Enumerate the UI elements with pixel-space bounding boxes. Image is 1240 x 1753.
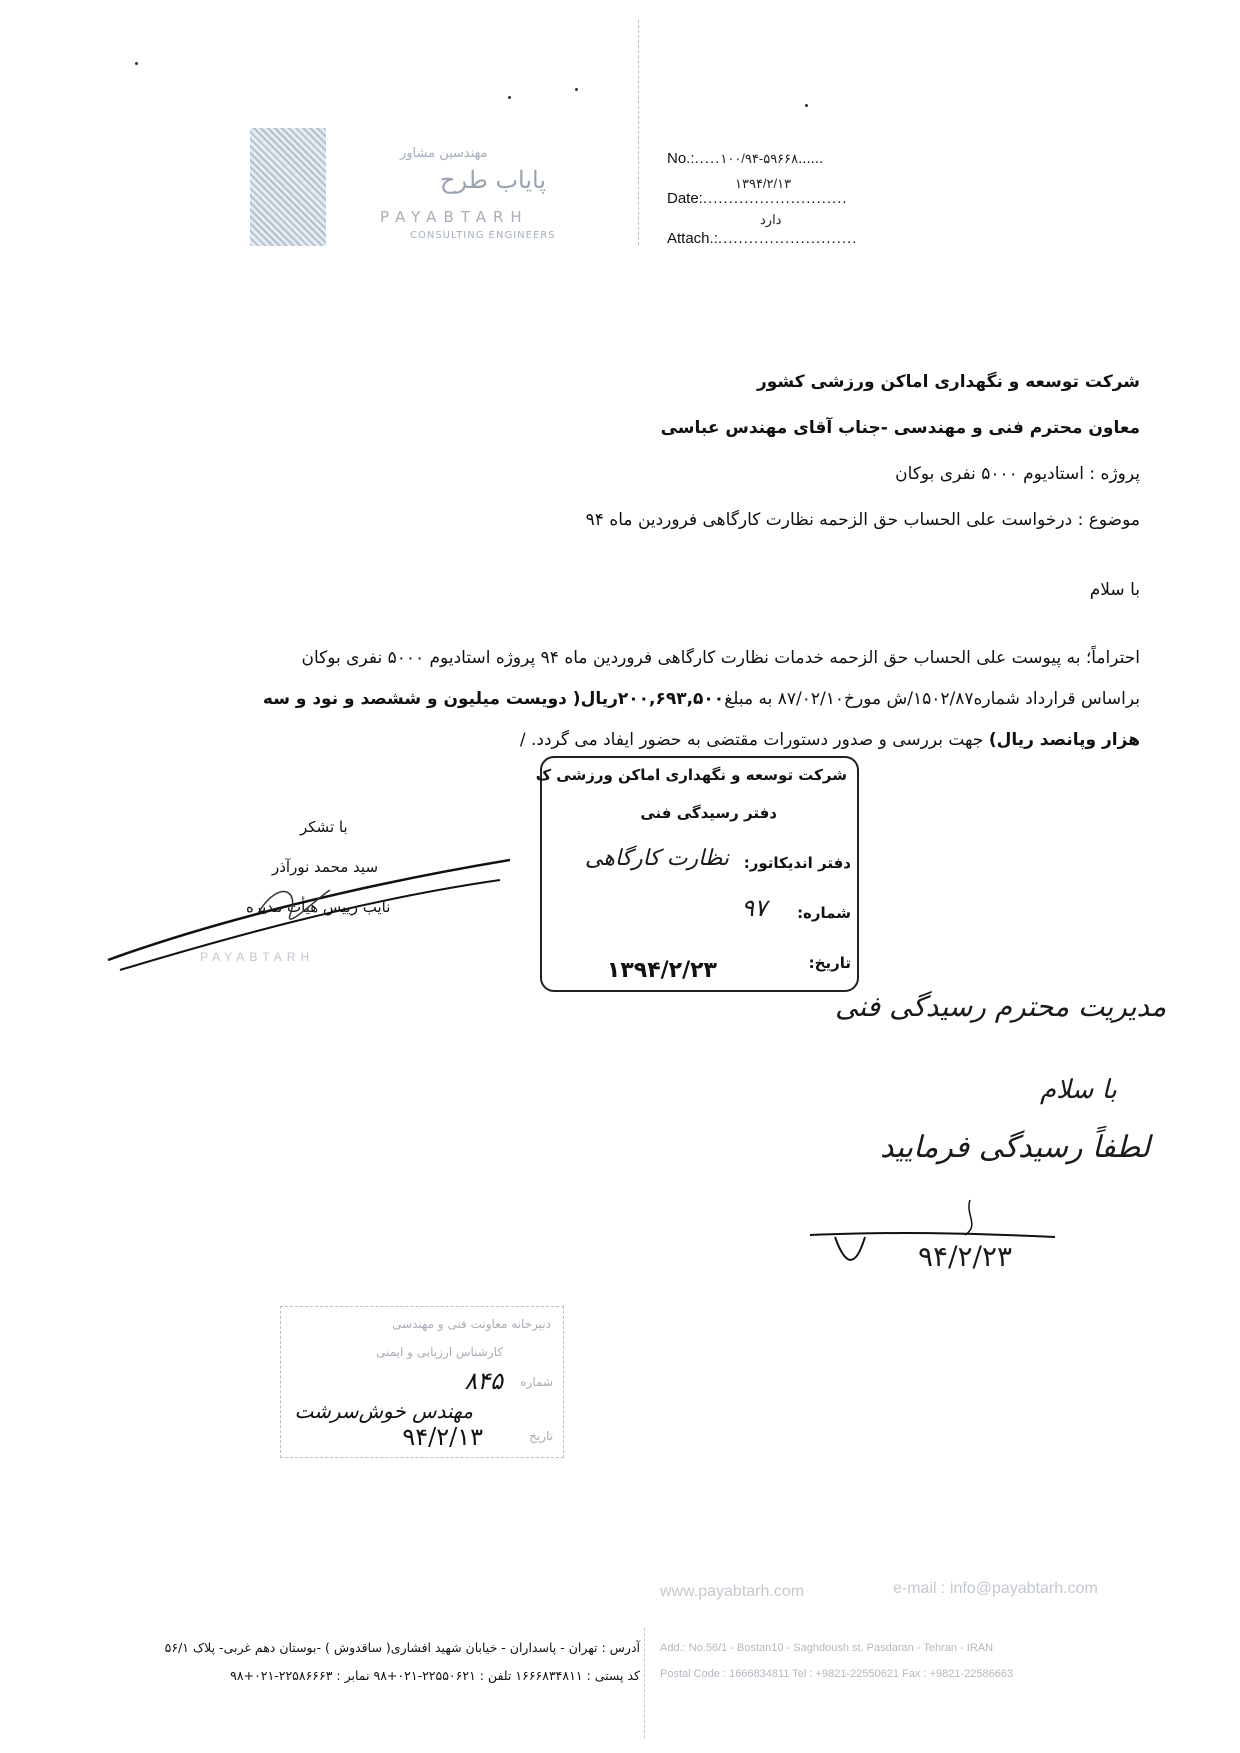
receive-stamp [280, 1306, 564, 1458]
scan-speck [575, 88, 578, 91]
scan-speck [508, 96, 511, 99]
scan-speck [805, 104, 808, 107]
attach-value: دارد [760, 212, 782, 227]
letter-date-value: ۱۳۹۴/۲/۱۳ [735, 176, 792, 191]
letter-attach: Attach.:........................... [667, 230, 858, 247]
hand-note-1: مدیریت محترم رسیدگی فنی [835, 990, 1167, 1023]
hand-note-2: با سلام [1040, 1075, 1117, 1105]
logo-subtitle: CONSULTING ENGINEERS [410, 230, 556, 241]
attach-label: Attach.: [667, 230, 718, 247]
receive-date-value: ۹۴/۲/۱۳ [402, 1423, 483, 1451]
footer-contact-fa: کد پستی : ۱۶۶۶۸۳۴۸۱۱ تلفن : ۲۲۵۵۰۶۲۱-۰۲۱+۹۸ نمابر : ۲۲۵۸۶۶۶۳-۰۲۱+۹۸ [230, 1668, 640, 1683]
recipient-person: معاون محترم فنی و مهندسی -جناب آقای مهندس عباسی [660, 418, 1140, 438]
signature-thanks: با تشکر [300, 818, 348, 836]
body-line-3 [520, 730, 1140, 750]
footer-contact-en: Postal Code : 1666834811 Tel : +9821-22550621 Fax : +9821-22586663 [660, 1668, 1014, 1680]
footer-website: www.payabtarh.com [660, 1583, 805, 1600]
scan-speck [135, 62, 138, 65]
body-line-3a: هزار وپانصد ریال) [988, 730, 1140, 750]
stamp-line-2: دفتر رسیدگی فنی [640, 804, 777, 822]
receive-number-value: ۸۴۵ [464, 1367, 503, 1395]
stamp-date-value: ۱۳۹۴/۲/۲۳ [606, 958, 717, 983]
stamp-date-label: تاریخ: [808, 954, 851, 972]
recipient-company: شرکت توسعه و نگهداری اماکن ورزشی کشور [756, 372, 1140, 392]
receive-name-hand: مهندس خوش‌سرشت [294, 1399, 473, 1423]
body-line-1: احتراماً؛ به پیوست علی الحساب حق الزحمه خدمات نظارت کارگاهی فروردین ماه ۹۴ پروژه استادیوم ۵۰۰۰ نفری بوکان [301, 648, 1140, 668]
receive-date-label: تاریخ [529, 1429, 553, 1443]
letter-date: Date:............................ [667, 190, 848, 207]
receive-header: دبیرخانه معاونت فنی و مهندسی [392, 1317, 551, 1331]
footer-divider [644, 1628, 645, 1738]
letter-date-label: Date: [667, 190, 703, 207]
body-line-3b: جهت بررسی و صدور دستورات مقتضی به حضور ایفاد می گردد. / [519, 730, 984, 750]
project-line: پروژه : استادیوم ۵۰۰۰ نفری بوکان [895, 464, 1140, 484]
logo-fa-top: مهندسین مشاور [400, 146, 488, 161]
stamp-number-label: شماره: [797, 904, 851, 922]
hand-note-date: ۹۴/۲/۲۳ [918, 1240, 1013, 1273]
body-line-2a: براساس قرارداد شماره۱۵۰۲/۸۷/ش مورخ۸۷/۰۲/۱۰ به مبلغ [724, 689, 1140, 709]
letter-number: No.:.....۱۰۰/۹۴-۵۹۶۶۸...... [667, 150, 824, 167]
hand-note-3: لطفاً رسیدگی فرمایید [880, 1130, 1151, 1165]
footer-address-fa: آدرس : تهران - پاسداران - خیابان شهید افشاری( ساقدوش ) -بوستان دهم غربی- پلاک ۵۶/۱ [164, 1640, 640, 1655]
stamp-indicator-value: نظارت کارگاهی [584, 846, 729, 871]
stamp-line-1: شرکت توسعه و نگهداری اماکن ورزشی ک [535, 766, 847, 784]
footer-address-en: Add.: No.56/1 - Bostan10 - Saghdoush st. Pasdaran - Tehran - IRAN [660, 1642, 994, 1654]
stamp-number-value: ۹۷ [741, 894, 767, 922]
logo-en-name: PAYABTARH [380, 208, 529, 226]
office-stamp [535, 756, 859, 992]
signature-title: نایب رییس هیأت مدیره [246, 898, 391, 916]
header-divider [638, 20, 639, 245]
receive-number-label: شماره [520, 1375, 553, 1389]
footer-email: e-mail : info@payabtarh.com [893, 1580, 1098, 1597]
letter-number-label: No.: [667, 150, 695, 167]
body-line-2 [263, 689, 1140, 709]
stamp-indicator-label: دفتر اندیکاتور: [743, 854, 851, 872]
body-line-2b: ۲۰۰,۶۹۳,۵۰۰ریال( دویست میلیون و ششصد و نود و سه [262, 689, 725, 709]
letter-number-value: ۱۰۰/۹۴-۵۹۶۶۸ [720, 151, 799, 166]
logo-mark-icon [250, 128, 326, 246]
receive-sub: کارشناس ارزیابی و ایمنی [376, 1345, 503, 1359]
logo-fa-name: پایاب طرح [440, 166, 547, 194]
company-logo [250, 128, 580, 248]
subject-line: موضوع : درخواست علی الحساب حق الزحمه نظارت کارگاهی فروردین ماه ۹۴ [585, 510, 1140, 530]
faded-seal-text: PAYABTARH [200, 950, 315, 964]
greeting: با سلام [1089, 580, 1140, 600]
signature-name: سید محمد نورآذر [272, 858, 379, 876]
